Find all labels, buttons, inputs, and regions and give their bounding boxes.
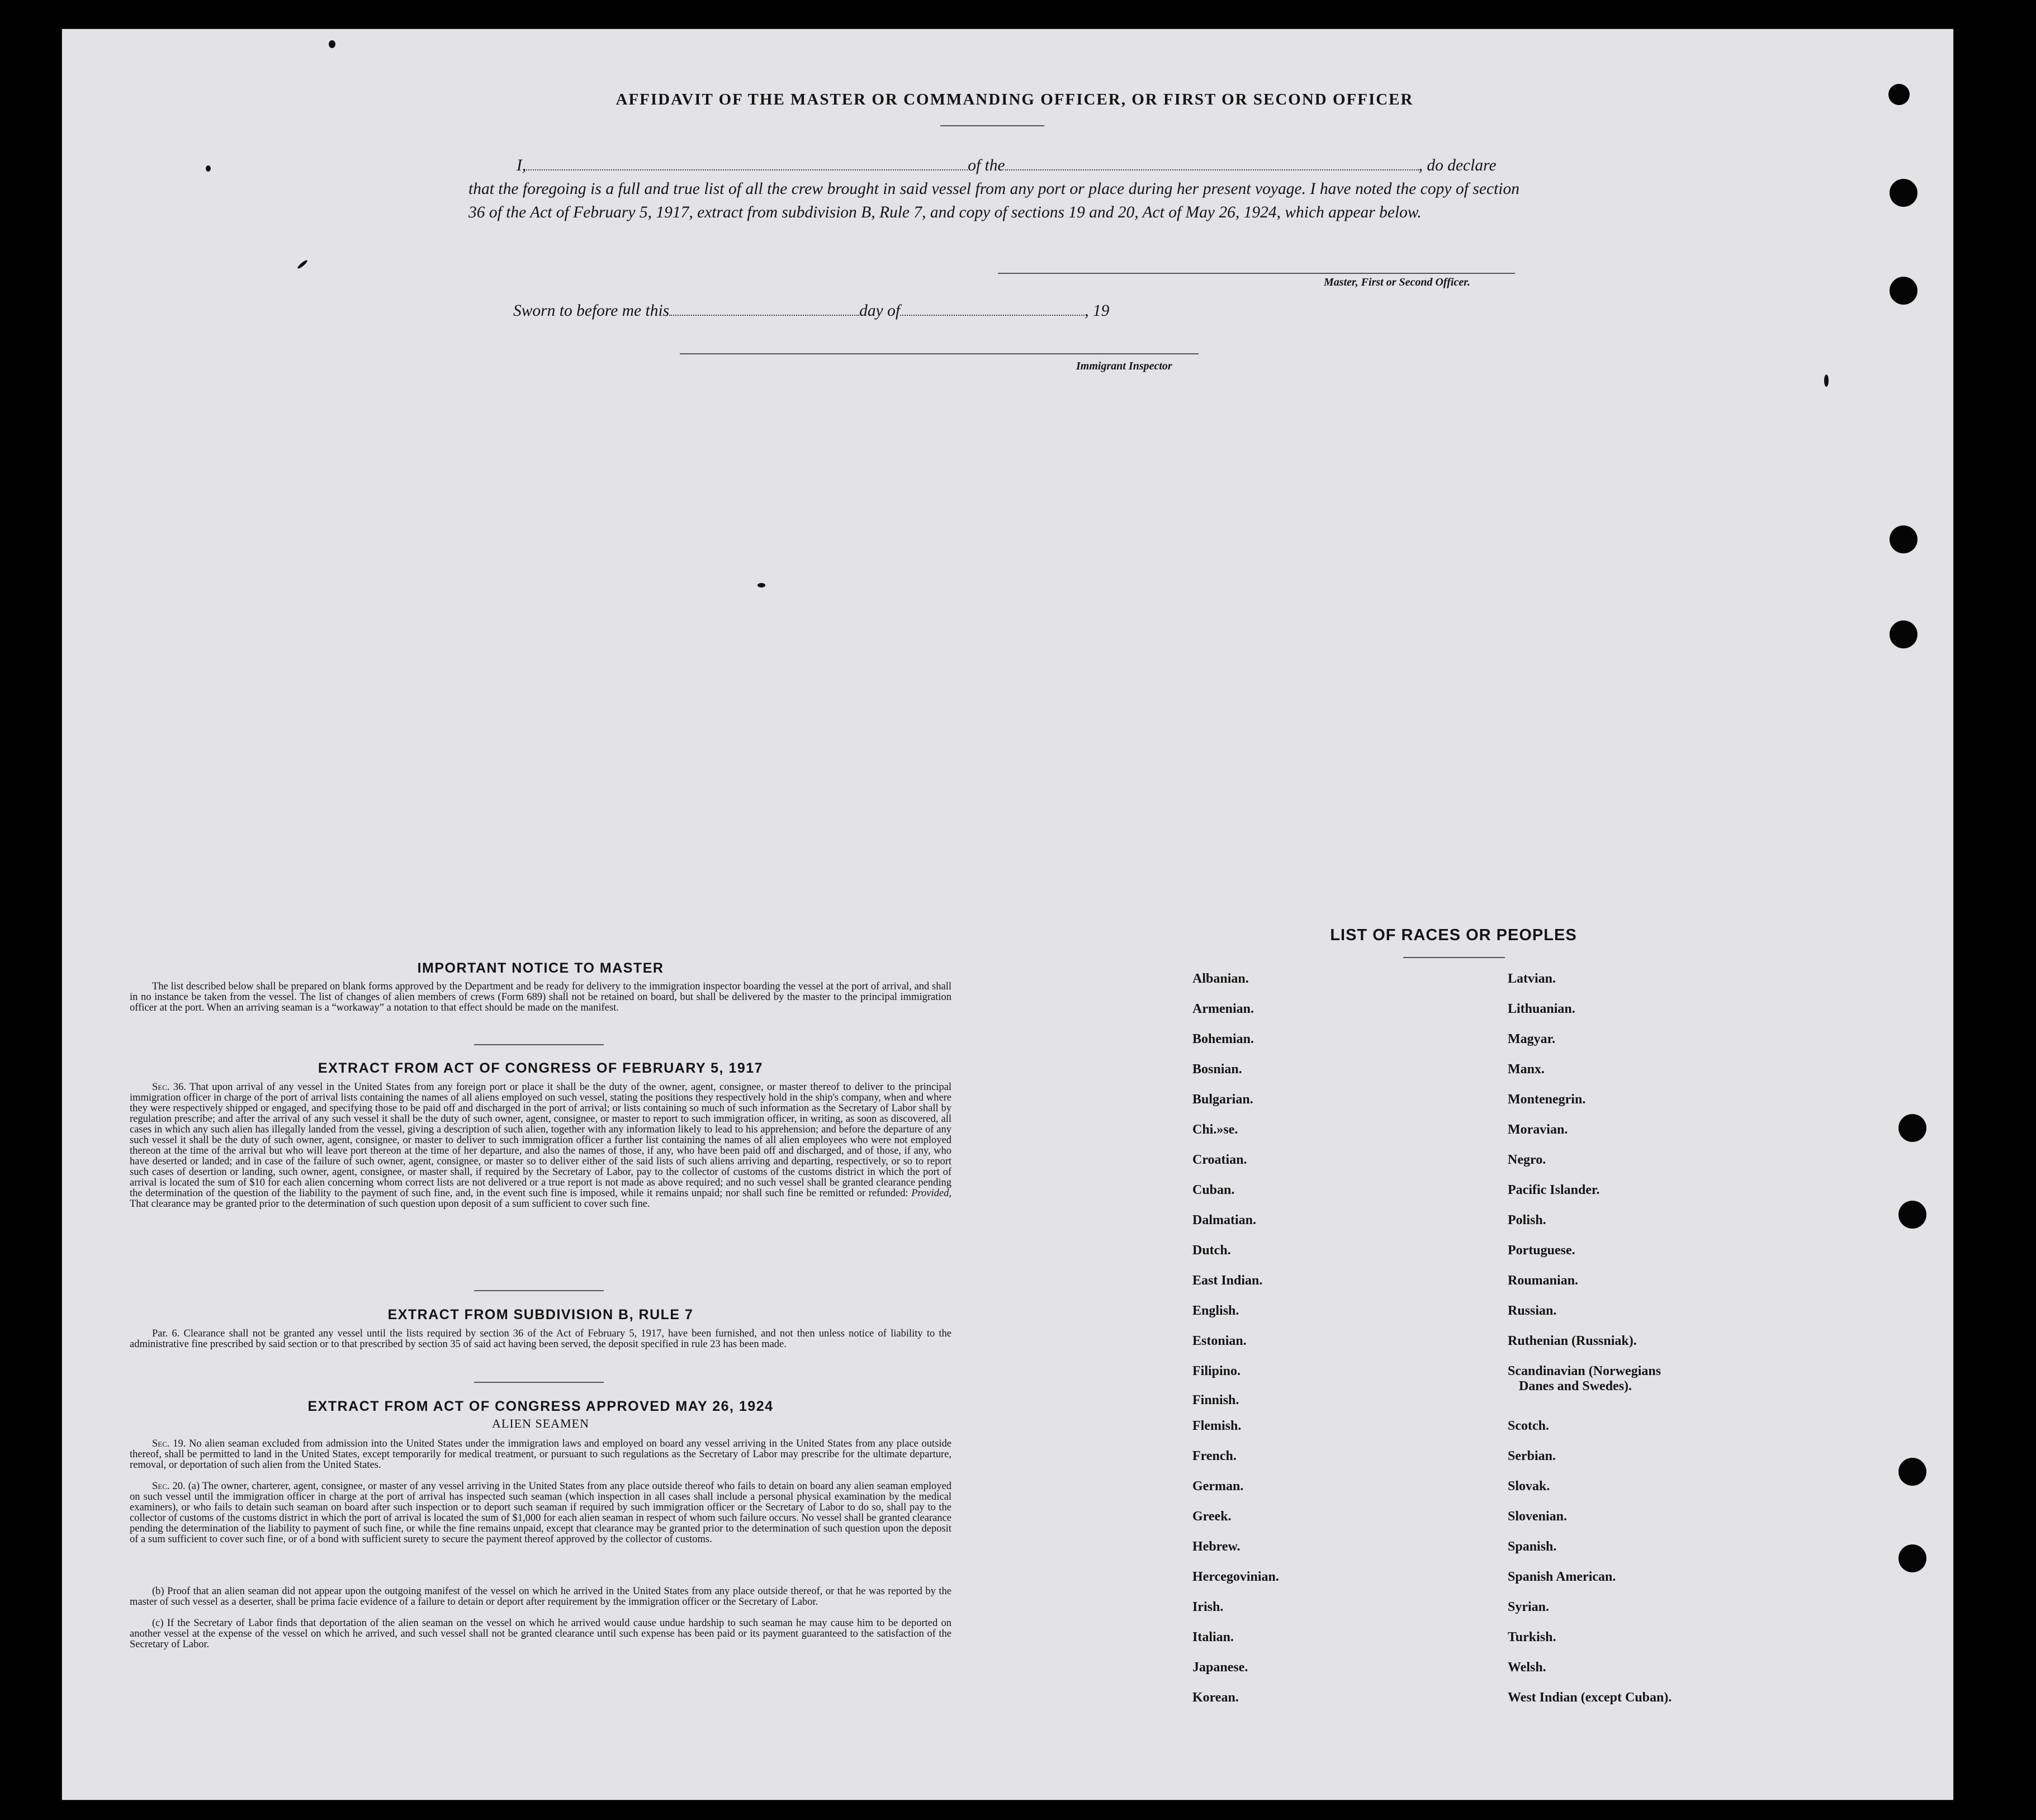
race-right-21: Syrian. [1508,1600,1550,1614]
race-right-23: Welsh. [1508,1660,1546,1675]
race-right-24: West Indian (except Cuban). [1508,1690,1672,1705]
sec-20a-body: (a) The owner, charterer, agent, consignee, or master of any vessel arriving in the United States from any place outside thereof who fails to detain on board any alien seaman employed on such vessel until the immigration officer in charge at the port of arrival has inspected such seaman (which inspection in all cases shall include a personal physical examination by the medical examiners), or who fails to detain such seaman on board after such inspection or to deport such seaman if required by such immigration officer or the Secretary of Labor to do so, shall pay to the collector of customs of the customs district in which the port of arrival is located the sum of $1,000 for each alien seaman in respect of whom such failure occurs. No vessel shall be granted clearance pending the determination of the liability to payment of such fine, or while the fine remains unpaid, except that clearance may be granted prior to the determination of such question upon the deposit of a sum sufficient to cover such fine, or of a bond with sufficient surety to secure the payment thereof approved by the collector of customs. [130,1481,952,1545]
race-left-18: Greek. [1192,1509,1232,1524]
section-divider [474,1290,604,1291]
sworn-label: Sworn to before me this [513,302,670,320]
race-left-10: East Indian. [1192,1273,1263,1288]
race-left-17: German. [1192,1479,1244,1494]
punch-hole [1890,277,1917,305]
race-left-15: Flemish. [1192,1419,1242,1433]
punch-hole [1898,1201,1926,1229]
extract-1917-text [130,1082,951,1210]
alien-seamen-subtitle: ALIEN SEAMEN [492,1416,589,1430]
race-left-0: Albanian. [1192,971,1249,986]
race-right-20: Spanish American. [1508,1570,1616,1584]
race-left-9: Dutch. [1192,1243,1231,1258]
race-right-2: Magyar. [1508,1032,1556,1046]
race-left-6: Croatian. [1192,1153,1247,1167]
punch-hole [1898,1544,1926,1572]
race-right-18: Slovenian. [1508,1509,1568,1524]
sec-20b-text: (b) Proof that an alien seaman did not appear upon the outgoing manifest of the vessel on which he arrived in the United States from any place outside thereof, or that he was reported by the master of such vessel as a deserter, shall be prima facie evidence of a failure to detain or deport after requirement by the immigration officer or the Secretary of Labor. [130,1586,951,1608]
ink-speck [206,165,211,172]
race-right-14: Danes and Swedes). [1519,1379,1632,1394]
race-left-14: Finnish. [1192,1393,1239,1407]
sec-36-label: Sec. 36. [152,1082,186,1093]
affidavit-title: AFFIDAVIT OF THE MASTER OR COMMANDING OFFICER, OR FIRST OR SECOND OFFICER [615,91,1414,108]
sworn-month-field[interactable] [900,314,1085,316]
i-label: I, [517,157,527,174]
race-right-5: Moravian. [1508,1122,1568,1137]
extract-rule7-title: EXTRACT FROM SUBDIVISION B, RULE 7 [387,1307,694,1323]
race-left-20: Hercegovinian. [1192,1570,1279,1584]
race-right-9: Portuguese. [1508,1243,1575,1258]
race-right-11: Russian. [1508,1304,1557,1318]
punch-hole [1890,179,1917,207]
name-field[interactable] [526,168,968,170]
race-left-24: Korean. [1192,1690,1239,1705]
inspector-signature-line[interactable] [680,353,1199,354]
of-the-label: of the [968,157,1005,174]
race-right-12: Ruthenian (Russniak). [1508,1334,1637,1348]
race-left-5: Chi.»se. [1192,1122,1238,1137]
race-left-19: Hebrew. [1192,1539,1240,1554]
extract-1924-title: EXTRACT FROM ACT OF CONGRESS APPROVED MAY 26, 1924 [307,1399,774,1414]
race-right-15: Scotch. [1508,1419,1549,1433]
race-left-13: Filipino. [1192,1364,1241,1378]
sec-36-text-end: That clearance may be granted prior to the determination of such question upon deposit of a sum sufficient to cover such fine. [130,1198,650,1210]
race-right-19: Spanish. [1508,1539,1557,1554]
sworn-day-field[interactable] [669,314,859,316]
race-right-7: Pacific Islander. [1508,1183,1600,1197]
race-right-17: Slovak. [1508,1479,1550,1494]
provided-word: Provided, [911,1188,951,1199]
race-right-6: Negro. [1508,1153,1546,1167]
sec-20-label: Sec. 20. [152,1481,186,1492]
sec-20c-text: (c) If the Secretary of Labor finds that deportation of the alien seaman on the vessel on which he arrived would cause undue hardship to such seaman he may cause him to be deported on another vessel at the expense of the vessel on which he arrived, and such vessel shall not be granted clearance until such expense has been paid or its payment guaranteed to the satisfaction of the Secretary of Labor. [130,1618,951,1650]
race-left-3: Bosnian. [1192,1062,1242,1077]
race-left-4: Bulgarian. [1192,1092,1253,1107]
race-left-11: English. [1192,1304,1239,1318]
inspector-caption: Immigrant Inspector [1076,360,1172,372]
race-left-8: Dalmatian. [1192,1213,1256,1227]
race-right-8: Polish. [1508,1213,1546,1227]
section-divider [474,1044,604,1045]
race-right-16: Serbian. [1508,1449,1556,1463]
punch-hole [1898,1458,1926,1486]
race-left-23: Japanese. [1192,1660,1248,1675]
races-divider [1403,957,1505,958]
notice-text: The list described below shall be prepared on blank forms approved by the Department and be ready for delivery to the immigration inspector boarding the vessel at the port of arrival, and shall in no instance be taken from the vessel. The list of changes of alien members of crews (Form 689) shall not be retained on board, but shall be delivered by the master to the principal immigration officer at the port. When an arriving seaman is a “workaway” a notation to that effect should be made on the manifest. [130,981,951,1013]
race-left-7: Cuban. [1192,1183,1235,1197]
races-title: LIST OF RACES OR PEOPLES [1330,926,1577,944]
race-right-22: Turkish. [1508,1630,1556,1644]
race-right-4: Montenegrin. [1508,1092,1586,1107]
ink-speck [1824,375,1829,387]
punch-hole [1890,620,1917,648]
extract-1917-title: EXTRACT FROM ACT OF CONGRESS OF FEBRUARY 5, 1917 [318,1060,764,1076]
race-left-22: Italian. [1192,1630,1234,1644]
section-divider [474,1382,604,1383]
vessel-field[interactable] [1005,168,1419,170]
year-label: , 19 [1085,302,1110,320]
punch-hole [1888,84,1910,105]
race-left-2: Bohemian. [1192,1032,1254,1046]
officer-signature-line[interactable] [998,273,1515,274]
race-right-10: Roumanian. [1508,1273,1579,1288]
declaration-text: that the foregoing is a full and true list of all the crew brought in said vessel from any port or place during her present voyage. I have noted the copy of section 36 of the Act of February 5, 1917, extract from subdivision B, Rule 7, and copy of sections 19 and 20, Act of May 26, 1924, which appear below. [468,180,1519,221]
race-right-3: Manx. [1508,1062,1545,1077]
extract-rule7-text: Par. 6. Clearance shall not be granted any vessel until the lists required by section 36 of the Act of February 5, 1917, have been furnished, and not then unless notice of liability to the administrative fine prescribed by said section or to that prescribed by section 35 of said act having been served, the deposit specified in rule 23 has been made. [130,1328,951,1350]
race-right-13: Scandinavian (Norwegians [1508,1364,1661,1378]
affidavit-declaration [468,154,1519,224]
race-left-1: Armenian. [1192,1002,1254,1016]
punch-hole [1890,525,1917,553]
race-left-12: Estonian. [1192,1334,1247,1348]
officer-caption: Master, First or Second Officer. [1324,276,1470,288]
race-right-0: Latvian. [1508,971,1556,986]
sec-19-label: Sec. 19. [152,1438,186,1449]
day-of-label: day of [859,302,901,320]
notice-title: IMPORTANT NOTICE TO MASTER [417,960,664,976]
race-left-16: French. [1192,1449,1237,1463]
ink-speck [329,40,335,48]
sworn-line [513,302,1109,320]
title-divider [940,125,1044,126]
sec-36-text: That upon arrival of any vessel in the United States from any foreign port or place it shall be the duty of the owner, agent, consignee, or master thereof to deliver to the principal immigration officer in charge of the port of arrival lists containing the names of all aliens employed on such vessel, stating the positions they respectively hold in the ship's company, when and where they were respectively shipped or engaged, and specifying those to be paid off and discharged in the port of arrival; or lists containing so much of such information as the Secretary of Labor shall by regulation prescribe; and after the arrival of any such vessel it shall be the duty of such owner, agent, consignee, or master to report to such immigration officer, in writing, as soon as discovered, all cases in which any such alien has illegally landed from the vessel, giving a description of such alien, together with any information likely to lead to his apprehension; and before the departure of any such vessel it shall be the duty of such owner, agent, consignee, or master to deliver to such immigration officer a further list containing the names of all alien employees who were not employed thereon at the time of the arrival but who will leave port thereon at the time of her departure, and also the names of those, if any, who have been paid off and discharged, and of those, if any, who have deserted or landed; and in case of the failure of such owner, agent, consignee, or master so to deliver either of the said lists of such aliens arriving and departing, respectively, or so to report such cases of desertion or landing, such owner, agent, consignee, or master shall, if required by the Secretary of Labor, pay to the collector of customs of the customs district in which the port of arrival is located the sum of $10 for each alien concerning whom correct lists are not delivered or a true report is not made as above required; and no such vessel shall be granted clearance pending the determination of the question of the liability to the payment of such fine, and, in the event such fine is imposed, while it remains unpaid; nor shall such fine be remitted or refunded: [130,1082,951,1199]
race-left-21: Irish. [1192,1600,1224,1614]
sec-19-text [130,1439,951,1471]
ink-speck [757,583,765,587]
do-declare-label: , do declare [1418,157,1497,174]
race-right-1: Lithuanian. [1508,1002,1575,1016]
sec-20a-text [130,1481,951,1545]
sec-19-body: No alien seaman excluded from admission into the United States under the immigration laws and employed on board any vessel arriving in the United States from any place outside thereof, shall be permitted to land in the United States, except temporarily for medical treatment, or pursuant to such regulations as the Secretary of Labor may prescribe for the ultimate departure, removal, or deportation of such alien from the United States. [130,1438,951,1471]
punch-hole [1898,1114,1926,1142]
